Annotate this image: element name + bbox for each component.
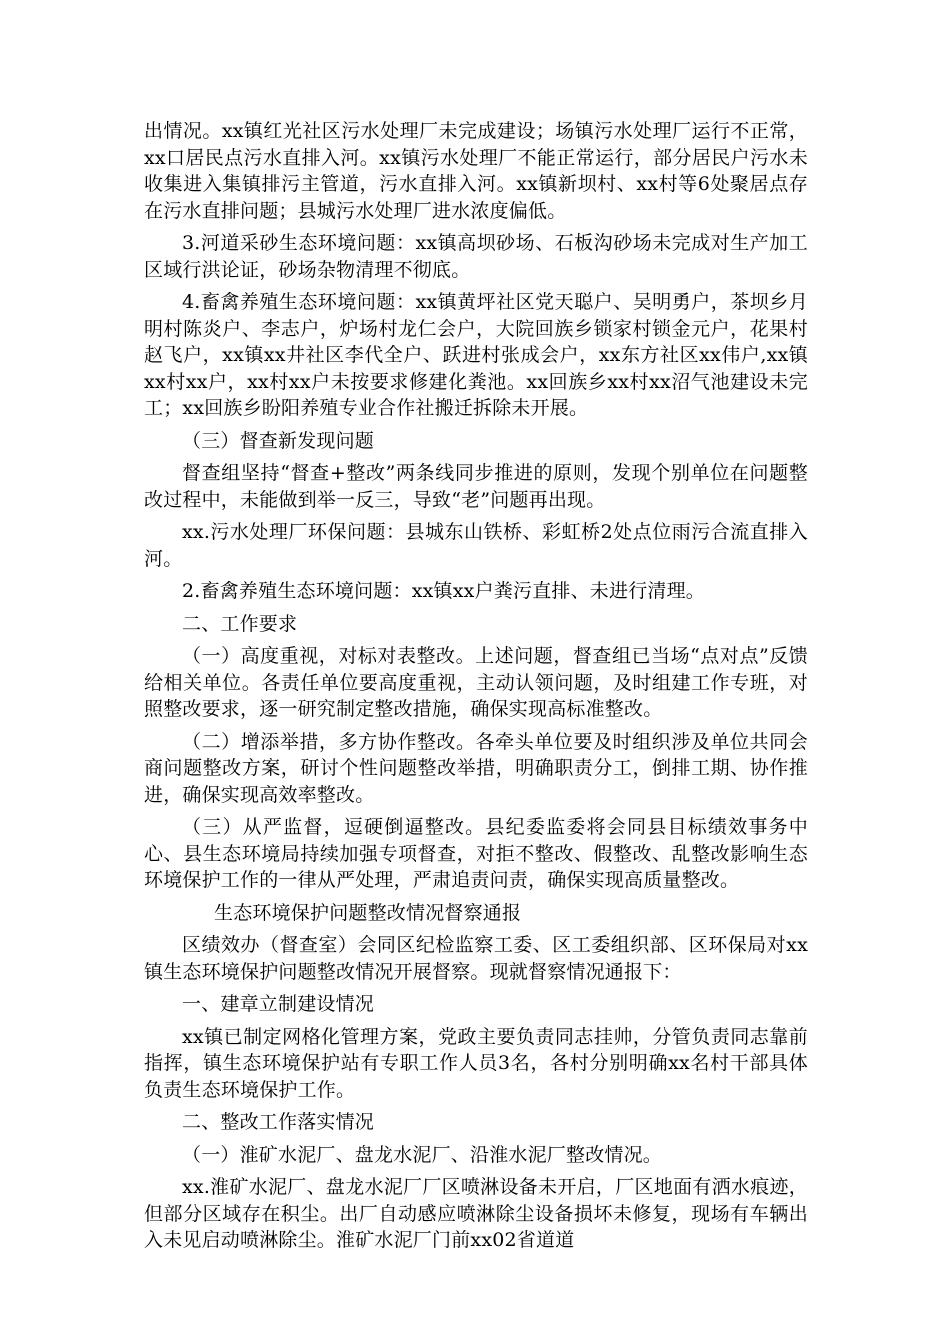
paragraph-river-sand: 3.河道采砂生态环境问题：xx镇高坝砂场、石板沟砂场未完成对生产加工区域行洪论证，砂场杂物清理不彻底。 xyxy=(144,232,808,281)
section-heading-new-issues: （三）督查新发现问题 xyxy=(182,429,375,452)
paragraph-sewage-status: 出情况。xx镇红光社区污水处理厂未完成建设；场镇污水处理厂运行不正常，xx口居民点污水直排入河。xx镇污水处理厂不能正常运行，部分居民户污水未收集进入集镇排污主管道，污水直排入河。xx镇新坝村、xx村等6处聚居点存在污水直排问题；县城污水处理厂进水浓度偏低。 xyxy=(144,120,808,222)
paragraph-report-intro: 区绩效办（督查室）会同区纪检监察工委、区工委组织部、区环保局对xx镇生态环境保护问题整改情况开展督察。现就督察情况通报下： xyxy=(144,934,808,983)
document-body xyxy=(144,118,808,1260)
paragraph-cement-plants: xx.淮矿水泥厂、盘龙水泥厂厂区喷淋设备未开启，厂区地面有洒水痕迹，但部分区域存在积尘。出厂自动感应喷淋除尘设备损坏未修复，现场有车辆出入未见启动喷淋除尘。淮矿水泥厂门前xx02省道道 xyxy=(144,1176,808,1251)
paragraph-sewage-plant-issue: xx.污水处理厂环保问题：县城东山铁桥、彩虹桥2处点位雨污合流直排入河。 xyxy=(144,521,808,570)
document-title: 生态环境保护问题整改情况督察通报 xyxy=(214,901,522,924)
section-heading-implementation: 二、整改工作落实情况 xyxy=(182,1111,375,1133)
subsection-heading-cement-plants: （一）淮矿水泥厂、盘龙水泥厂、沿淮水泥厂整改情况。 xyxy=(182,1143,663,1166)
section-heading-system-building: 一、建章立制建设情况 xyxy=(182,993,375,1015)
section-heading-work-requirements: 二、工作要求 xyxy=(182,612,298,635)
paragraph-new-issues-intro: 督查组坚持“督查+整改”两条线同步推进的原则，发现个别单位在问题整改过程中，未能做到举一反三，导致“老”问题再出现。 xyxy=(144,462,808,511)
paragraph-livestock: 4.畜禽养殖生态环境问题：xx镇黄坪社区党天聪户、吴明勇户，茶坝乡月明村陈炎户、李志户，炉场村龙仁会户，大院回族乡锁家村锁金元户，花果村赵飞户，xx镇xx井社区李代全户、跃进村张成会户，xx东方社区xx伟户,xx镇xx村xx户，xx村xx户未按要求修建化粪池。xx回族乡xx村xx沼气池建设未完工；xx回族乡盼阳养殖专业合作社搬迁拆除未开展。 xyxy=(144,291,808,419)
paragraph-requirement-3: （三）从严监督，逗硬倒逼整改。县纪委监委将会同县目标绩效事务中心、县生态环境局持续加强专项督查，对拒不整改、假整改、乱整改影响生态环境保护工作的一律从严处理，严肃追责问责，确保实现高质量整改。 xyxy=(144,816,808,891)
paragraph-requirement-2: （二）增添举措，多方协作整改。各牵头单位要及时组织涉及单位共同会商问题整改方案，研讨个性问题整改举措，明确职责分工，倒排工期、协作推进，确保实现高效率整改。 xyxy=(144,730,808,806)
paragraph-livestock-issue: 2.畜禽养殖生态环境问题：xx镇xx户粪污直排、未进行清理。 xyxy=(182,580,705,602)
paragraph-system-building: xx镇已制定网格化管理方案，党政主要负责同志挂帅，分管负责同志靠前指挥，镇生态环境保护站有专职工作人员3名，各村分别明确xx名村干部具体负责生态环境保护工作。 xyxy=(144,1025,808,1101)
paragraph-requirement-1: （一）高度重视，对标对表整改。上述问题，督查组已当场“点对点”反馈给相关单位。各责任单位要高度重视，主动认领问题，及时组建工作专班，对照整改要求，逐一研究制定整改措施，确保实现高标准整改。 xyxy=(144,645,808,720)
